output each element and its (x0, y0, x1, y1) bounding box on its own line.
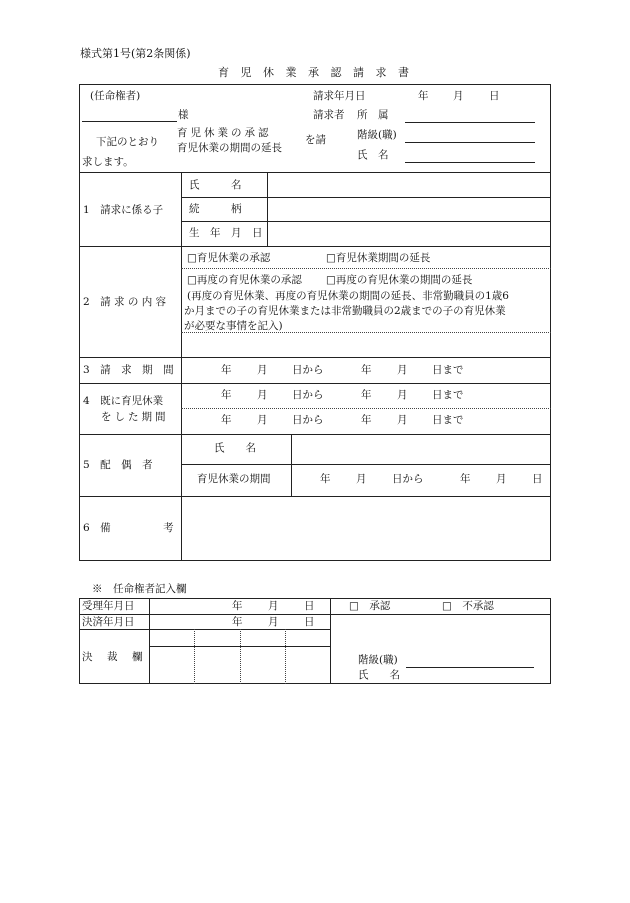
choice-extension: 育児休業の期間の延長 (177, 142, 282, 154)
sec5-to-month: 月 (496, 473, 507, 485)
sec4-r1-to-month: 月 (397, 389, 408, 401)
appointer-section-note: ※ 任命権者記入欄 (92, 583, 187, 595)
sec4-r1-from-day: 日から (292, 389, 324, 401)
shimei-label: 氏 名 (357, 149, 389, 161)
appointer-name-line[interactable] (82, 121, 177, 122)
received-year: 年 (232, 600, 243, 612)
opt-extension[interactable]: □育児休業期間の延長 (326, 252, 431, 264)
sec4-r2-to-day: 日まで (432, 414, 464, 426)
bottom-kaikyu-field[interactable] (406, 667, 534, 668)
sec4-r1-from-year: 年 (221, 389, 232, 401)
requester-label: 請求者 (313, 109, 345, 121)
sec4-label-line1: 4 既に育児休業 (83, 395, 164, 407)
lead-text: 下記のとおり (96, 136, 159, 148)
sec4-r2-to-month: 月 (397, 414, 408, 426)
decided-day: 日 (304, 616, 315, 628)
approval-column-label: 決 裁 欄 (82, 651, 145, 663)
sec5-to-day: 日 (532, 473, 543, 485)
sec3-to-day: 日まで (432, 364, 464, 376)
choice-approval: 育児休業の承認 (177, 127, 272, 139)
remarks-field[interactable] (182, 497, 550, 560)
spouse-name-field[interactable] (292, 435, 550, 464)
sama-label: 様 (178, 109, 189, 121)
form-title: 育 児 休 業 承 認 請 求 書 (218, 66, 413, 79)
sec1-label: 1 請求に係る子 (83, 204, 164, 216)
bottom-kaikyu-label: 階級(職) (358, 654, 398, 666)
child-name-field[interactable] (268, 173, 550, 197)
sec3-to-month: 月 (397, 364, 408, 376)
child-relation-field[interactable] (268, 198, 550, 221)
wo-sei-text: を請 (305, 134, 326, 146)
reject-checkbox[interactable]: □ 不承認 (442, 600, 494, 612)
bottom-shimei-label: 氏 名 (358, 669, 400, 681)
sec1-birth-label: 生 年 月 日 (189, 227, 263, 239)
sec4-r2-to-year: 年 (361, 414, 372, 426)
received-month: 月 (268, 600, 279, 612)
opt-reextension[interactable]: □再度の育児休業の期間の延長 (326, 274, 473, 286)
sec5-label: 5 配 偶 者 (83, 459, 153, 471)
decided-month: 月 (268, 616, 279, 628)
sec6-label: 6 備 考 (83, 522, 174, 534)
opt-approval[interactable]: □育児休業の承認 (187, 252, 271, 264)
sec2-reason-field[interactable] (182, 334, 550, 356)
decided-year: 年 (232, 616, 243, 628)
date-day: 日 (489, 90, 500, 102)
sec4-r2-from-year: 年 (221, 414, 232, 426)
seal-box-1[interactable] (150, 630, 194, 646)
opt-reapproval[interactable]: □再度の育児休業の承認 (187, 274, 302, 286)
child-birth-field[interactable] (268, 222, 550, 246)
sec3-from-month: 月 (257, 364, 268, 376)
request-date-label: 請求年月日 (313, 90, 366, 102)
sec4-r2-from-day: 日から (292, 414, 324, 426)
main-table (79, 84, 551, 561)
date-month: 月 (453, 90, 464, 102)
sec5-period-label: 育児休業の期間 (197, 473, 271, 485)
request-end-text: 求します。 (82, 156, 134, 168)
sec2-note-line2: か月までの子の育児休業または非常勤職員の2歳までの子の育児休業 (184, 305, 506, 317)
sec2-note-line1: (再度の育児休業、再度の育児休業の期間の延長、非常勤職員の1歳6 (187, 290, 509, 302)
sec3-to-year: 年 (361, 364, 372, 376)
sec5-from-day: 日から (392, 473, 424, 485)
sec4-r1-from-month: 月 (257, 389, 268, 401)
sec1-name-label: 氏 名 (189, 179, 242, 191)
shozoku-field[interactable] (405, 122, 535, 123)
sec4-r1-to-day: 日まで (432, 389, 464, 401)
seal-box-2[interactable] (195, 630, 240, 646)
sec5-from-month: 月 (356, 473, 367, 485)
sec4-r2-from-month: 月 (257, 414, 268, 426)
sec3-from-day: 日から (292, 364, 324, 376)
kaikyu-label: 階級(職) (357, 129, 397, 141)
kaikyu-field[interactable] (405, 142, 535, 143)
decided-date-label: 決済年月日 (82, 616, 135, 628)
shozoku-label: 所 属 (357, 109, 389, 121)
received-day: 日 (304, 600, 315, 612)
sec4-label-line2: をした期間 (101, 411, 169, 423)
sec4-r1-to-year: 年 (361, 389, 372, 401)
sec3-from-year: 年 (221, 364, 232, 376)
form-number: 様式第1号(第2条関係) (80, 47, 191, 60)
shimei-field[interactable] (405, 162, 535, 163)
sec2-label: 2 請 求 の 内 容 (83, 296, 167, 308)
sec5-to-year: 年 (460, 473, 471, 485)
appointer-label: (任命権者) (90, 90, 141, 102)
sec5-from-year: 年 (320, 473, 331, 485)
sec3-label: 3 請 求 期 間 (83, 364, 174, 376)
sec5-name-label: 氏 名 (214, 442, 256, 454)
approve-checkbox[interactable]: □ 承認 (349, 600, 391, 612)
seal-box-4[interactable] (286, 630, 330, 646)
sec1-relation-label: 続 柄 (189, 203, 242, 215)
received-date-label: 受理年月日 (82, 600, 135, 612)
seal-box-3[interactable] (241, 630, 285, 646)
date-year: 年 (418, 90, 429, 102)
sec2-note-line3: が必要な事情を記入) (184, 320, 283, 332)
